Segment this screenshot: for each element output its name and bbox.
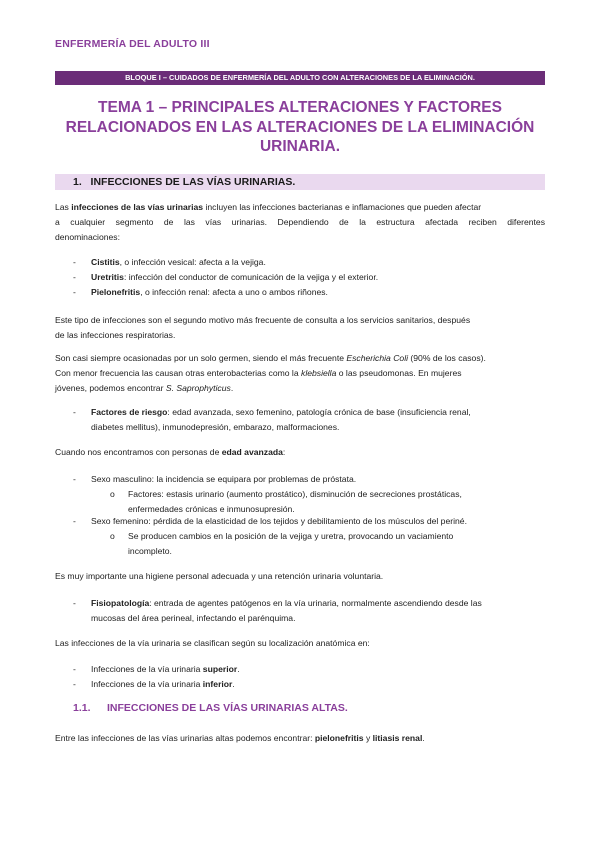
- intro-line-2: a cualquier segmento de las vías urinarias. Dependiendo de la estructura afectada reciben diferentes: [55, 217, 545, 227]
- intro-line-1: Las infecciones de las vías urinarias incluyen las infecciones bacterianas e inflamaciones que pueden afectar: [55, 202, 482, 212]
- title-line-1: TEMA 1 – PRINCIPALES ALTERACIONES Y FACTORES: [98, 99, 502, 116]
- block-banner: BLOQUE I – CUIDADOS DE ENFERMERÍA DEL ADULTO CON ALTERACIONES DE LA ELIMINACIÓN.: [55, 71, 545, 85]
- subsection-number: 1.1.: [73, 702, 91, 714]
- dash-bullet: -: [73, 598, 76, 608]
- female-changes-text: Se producen cambios en la posición de la vejiga y uretra, provocando un vaciamiento incompleto.: [128, 531, 454, 556]
- document-header: ENFERMERÍA DEL ADULTO III: [55, 38, 210, 50]
- section-heading: [55, 174, 545, 190]
- germs-line-1: Son casi siempre ocasionadas por un solo germen, siendo el más frecuente Escherichia Coli (90% de los casos).: [55, 353, 486, 363]
- female-text: Sexo femenino: pérdida de la elasticidad de los tejidos y debilitamiento de los músculos del periné.: [91, 516, 467, 526]
- physiopathology-text: Fisiopatología: entrada de agentes patógenos en la vía urinaria, normalmente ascendiendo desde las mucosas del área perineal, infectando el parénquima.: [91, 598, 482, 623]
- subsection-title: INFECCIONES DE LAS VÍAS URINARIAS ALTAS.: [107, 702, 348, 714]
- dash-bullet: -: [73, 407, 76, 417]
- intro-line-3: denominaciones:: [55, 232, 120, 242]
- circle-bullet: o: [110, 531, 115, 541]
- paragraph-frequency: [55, 313, 545, 343]
- paragraph-intro: [55, 200, 545, 245]
- list-item-text: Infecciones de la vía urinaria superior.: [91, 664, 240, 674]
- paragraph-upper-infections: Entre las infecciones de las vías urinarias altas podemos encontrar: pielonefritis y litiasis renal.: [55, 733, 425, 743]
- dash-bullet: -: [73, 272, 76, 282]
- list-item-text: Uretritis: infección del conductor de comunicación de la vejiga y el exterior.: [91, 272, 379, 282]
- dash-bullet: -: [73, 474, 76, 484]
- paragraph-hygiene: Es muy importante una higiene personal adecuada y una retención urinaria voluntaria.: [55, 571, 384, 581]
- frequency-line-1: Este tipo de infecciones son el segundo motivo más frecuente de consulta a los servicios sanitarios, después: [55, 315, 471, 325]
- list-item-text: Pielonefritis, o infección renal: afecta a uno o ambos riñones.: [91, 287, 328, 297]
- frequency-line-2: de las infecciones respiratorias.: [55, 330, 176, 340]
- title-line-2: RELACIONADOS EN LAS ALTERACIONES DE LA ELIMINACIÓN: [65, 118, 535, 136]
- section-heading-text: 1. INFECCIONES DE LAS VÍAS URINARIAS.: [73, 176, 296, 188]
- germs-line-3: jóvenes, podemos encontrar S. Saprophyticus.: [55, 383, 234, 393]
- paragraph-germs: [55, 351, 545, 396]
- male-text: Sexo masculino: la incidencia se equipara por problemas de próstata.: [91, 474, 357, 484]
- list-item-text: Cistitis, o infección vesical: afecta a la vejiga.: [91, 257, 266, 267]
- subsection-heading: [73, 702, 348, 714]
- paragraph-elderly: Cuando nos encontramos con personas de edad avanzada:: [55, 447, 286, 457]
- dash-bullet: -: [73, 257, 76, 267]
- germs-line-2: Con menor frecuencia las causan otras enterobacterias como la klebsiella o las pseudomonas. En mujeres: [55, 368, 462, 378]
- dash-bullet: -: [73, 516, 76, 526]
- risk-factors-text: Factores de riesgo: edad avanzada, sexo femenino, patología crónica de base (insuficiencia renal, diabetes mellitus), inmunodepresión, embarazo, malformaciones.: [91, 407, 471, 432]
- dash-bullet: -: [73, 679, 76, 689]
- dash-bullet: -: [73, 287, 76, 297]
- list-item-text: Infecciones de la vía urinaria inferior.: [91, 679, 235, 689]
- dash-bullet: -: [73, 664, 76, 674]
- circle-bullet: o: [110, 489, 115, 499]
- document-title: [55, 98, 545, 157]
- male-factors-text: Factores: estasis urinario (aumento prostático), disminución de secreciones prostáticas, enfermedades crónicas e inmunosupresión.: [128, 489, 462, 514]
- paragraph-classification: Las infecciones de la vía urinaria se clasifican según su localización anatómica en:: [55, 638, 370, 648]
- title-line-3: URINARIA.: [259, 138, 341, 155]
